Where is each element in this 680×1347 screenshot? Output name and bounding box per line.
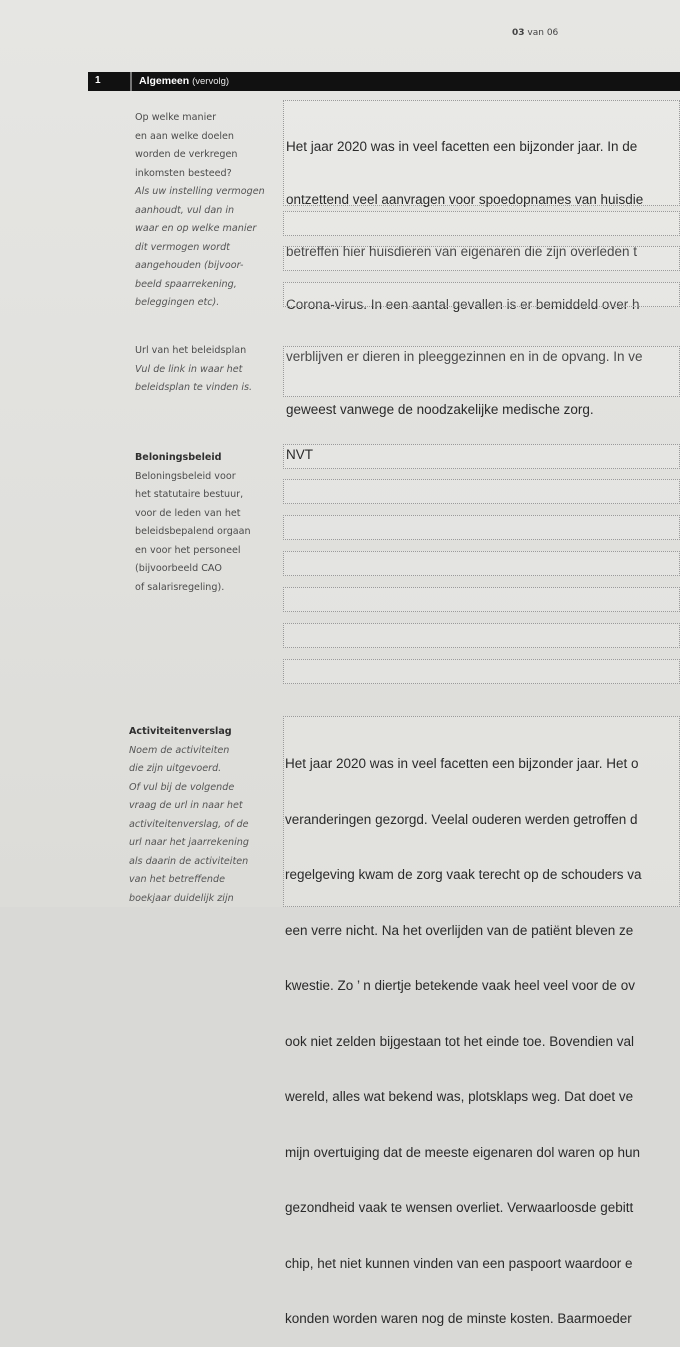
spending-answer-text: Het jaar 2020 was in veel facetten een bijzonder jaar. In de ontzettend veel aanvragen voor spoedopnames van huisdie betreffen hier huisdieren van eigenaren die zijn overleden t Corona-virus. In een aantal gevallen is er bemiddeld over h verblijven er dieren in pleeggezinnen en in de opvang. In ve geweest vanwege de noodzakelijke medische zorg. <box>286 139 644 417</box>
remuneration-description: Beloningsbeleid voor het statutaire bestuur, voor de leden van het beleidsbepalend orgaan en voor het personeel (bijvoorbeeld CAO of salarisregeling). <box>135 470 251 593</box>
remuneration-extra-field-3[interactable] <box>283 551 680 576</box>
activity-report-hint: Noem de activiteiten die zijn uitgevoerd. Of vul bij de volgende vraag de url in naar het activiteitenverslag, of de url naar het jaarrekening als daarin de activiteiten van het betreffende boekjaar duidelijk zijn <box>129 744 249 904</box>
section-number: 1 <box>95 75 101 86</box>
remuneration-extra-field-5[interactable] <box>283 623 680 648</box>
activity-report-title: Activiteitenverslag <box>129 726 232 737</box>
question-spending-label <box>135 109 285 313</box>
remuneration-answer-field[interactable] <box>283 444 680 469</box>
page-number: 03 van 06 <box>512 28 559 38</box>
remuneration-answer-text: NVT <box>286 447 313 462</box>
policy-url-label: Url van het beleidsplan Vul de link in waar het beleidsplan te vinden is. <box>135 342 285 398</box>
remuneration-extra-field-1[interactable] <box>283 479 680 504</box>
activity-report-label <box>129 723 289 908</box>
spending-extra-field-1[interactable] <box>283 211 680 236</box>
section-divider <box>130 72 132 91</box>
policy-url-field[interactable] <box>283 346 680 397</box>
spending-extra-field-3[interactable] <box>283 282 680 307</box>
remuneration-label <box>135 449 285 597</box>
remuneration-title: Beloningsbeleid <box>135 452 222 463</box>
spending-extra-field-2[interactable] <box>283 246 680 271</box>
question-spending-text: Op welke manier en aan welke doelen worden de verkregen inkomsten besteed? <box>135 112 238 179</box>
remuneration-extra-field-6[interactable] <box>283 659 680 684</box>
section-title: Algemeen (vervolg) <box>139 75 230 87</box>
question-spending-hint: Als uw instelling vermogen aanhoudt, vul dan in waar en op welke manier dit vermogen wordt aangehouden (bijvoor- beeld spaarrekening, beleggingen etc). <box>135 186 265 308</box>
remuneration-extra-field-4[interactable] <box>283 587 680 612</box>
policy-url-hint: Vul de link in waar het beleidsplan te vinden is. <box>135 363 253 393</box>
activity-report-text: Het jaar 2020 was in veel facetten een bijzonder jaar. Het o veranderingen gezorgd. Veelal ouderen werden getroffen d regelgeving kwam de zorg vaak terecht op de schouders va een verre nicht. Na het overlijden van de patiënt bleven ze kwestie. Zo ’ n diertje betekende vaak heel veel voor de ov ook niet zelden bijgestaan tot het einde toe. Bovendien val wereld, alles wat bekend was, plotsklaps weg. Dat doet ve mijn overtuiging dat de meeste eigenaren dol waren op hun gezondheid vaak te wensen overliet. Verwaarloosde gebitt chip, het niet kunnen vinden van een paspoort waardoor e konden worden waren nog de minste kosten. Baarmoeder <box>285 756 642 1326</box>
remuneration-extra-field-2[interactable] <box>283 515 680 540</box>
